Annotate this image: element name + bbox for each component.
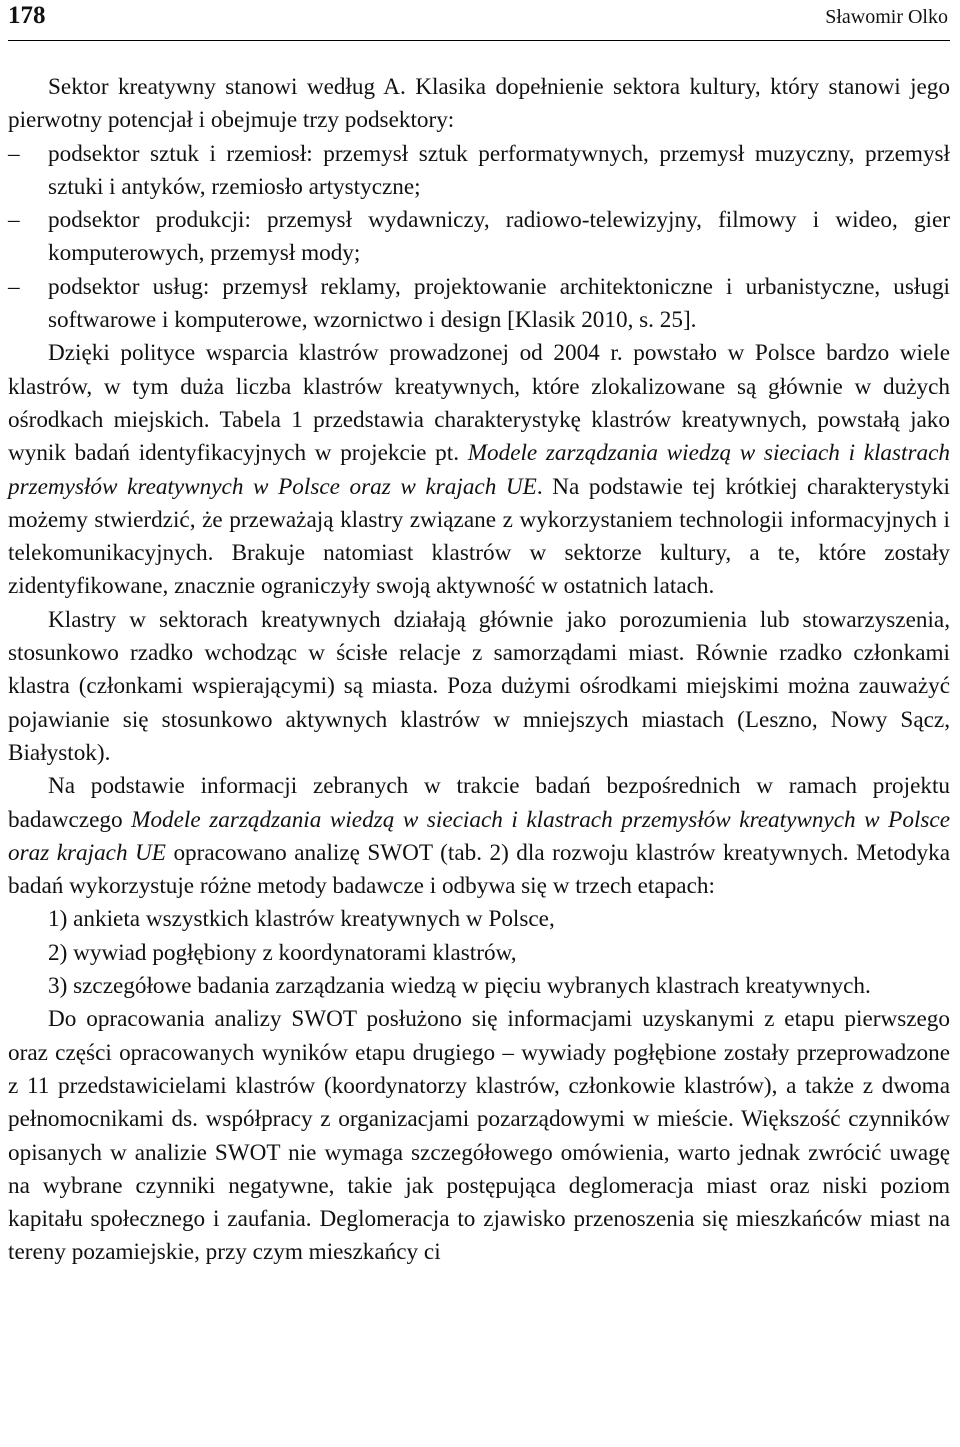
dash-marker: –: [8, 207, 20, 234]
paragraph-1: Sektor kreatywny stanowi według A. Klasika dopełnienie sektora kultury, który stanowi jego pierwotny potencjał i obejmuje trzy podsektory:: [8, 74, 950, 134]
project-title-italic: Modele zarządzania wiedzą w sieciach i klastrach przemysłów kreatywnych w Polsce oraz w krajach UE: [8, 440, 950, 500]
stages-list: [8, 903, 950, 1003]
paragraph-4: [8, 770, 950, 903]
list-item-text: podsektor produkcji: przemysł wydawniczy, radiowo-telewizyjny, filmowy i wideo, gier komputerowych, przemysł mody;: [48, 207, 950, 267]
list-item-text: podsektor usług: przemysł reklamy, projektowanie architektoniczne i urbanistyczne, usługi softwarowe i komputerowe, wzornictwo i design [Klasik 2010, s. 25].: [48, 273, 950, 334]
list-item: [8, 138, 950, 205]
paragraph-2-text-b: . Na podstawie tej krótkiej charakterystyki możemy stwierdzić, że przeważają klastry związane z wykorzystaniem technologii informacyjnych i telekomunikacyjnych. Brakuje natomiast klastrów w sektorze kultury, a te, które zostały zidentyfikowane, znacznie ograniczyły swoją aktywność w ostatnich latach.: [8, 473, 950, 600]
dash-marker: –: [8, 140, 20, 167]
paragraph-2: [8, 337, 950, 603]
list-item: 1) ankieta wszystkich klastrów kreatywnych w Polsce,: [48, 906, 555, 933]
body-text: [8, 71, 950, 1270]
list-item-text: podsektor sztuk i rzemiosł: przemysł sztuk performatywnych, przemysł muzyczny, przemysł sztuki i antyków, rzemiosło artystyczne;: [48, 140, 950, 200]
page-header: [8, 2, 950, 41]
project-title-italic: Modele zarządzania wiedzą w sieciach i klastrach przemysłów kreatywnych w Polsce oraz krajach UE: [8, 806, 950, 866]
page: [0, 2, 960, 1447]
list-item: [8, 204, 950, 271]
dash-marker: –: [8, 273, 20, 300]
page-number: 178: [8, 2, 46, 29]
paragraph-4-text-b: opracowano analizę SWOT (tab. 2) dla rozwoju klastrów kreatywnych. Metodyka badań wykorzystuje różne metody badawcze i odbywa się w trzech etapach:: [8, 839, 950, 900]
paragraph-5: Do opracowania analizy SWOT posłużono się informacjami uzyskanymi z etapu pierwszego oraz części opracowanych wyników etapu drugiego – wywiady pogłębione zostały przeprowadzone z 11 przedstawicielami klastrów (koordynatorzy klastrów, członkowie klastrów), a także z dwoma pełnomocnikami ds. współpracy z organizacjami pozarządowymi w mieście. Większość czynników opisanych w analizie SWOT nie wymaga szczegółowego omówienia, warto jednak zwrócić uwagę na wybrane czynniki negatywne, takie jak postępująca deglomeracja miast oraz niski poziom kapitału społecznego i zaufania. Deglomeracja to zjawisko przenoszenia się mieszkańców miast na tereny pozamiejskie, przy czym mieszkańcy ci: [8, 1006, 950, 1266]
list-item: 3) szczegółowe badania zarządzania wiedzą w pięciu wybranych klastrach kreatywnych.: [48, 973, 871, 1000]
subsector-list: [8, 138, 950, 338]
running-head-author: Sławomir Olko: [825, 6, 948, 28]
paragraph-2-text-a: Dzięki polityce wsparcia klastrów prowadzonej od 2004 r. powstało w Polsce bardzo wiele klastrów, w tym duża liczba klastrów kreatywnych, które zlokalizowane są głównie w dużych ośrodkach miejskich. Tabela 1 przedstawia charakterystykę klastrów kreatywnych, powstałą jako wynik badań identyfikacyjnych w projekcie pt.: [8, 340, 950, 467]
list-item: [8, 271, 950, 338]
paragraph-4-text-a: Na podstawie informacji zebranych w trakcie badań bezpośrednich w ramach projektu badawczego: [8, 773, 950, 833]
paragraph-3: Klastry w sektorach kreatywnych działają głównie jako porozumienia lub stowarzyszenia, stosunkowo rzadko wchodząc w ścisłe relacje z samorządami miast. Równie rzadko członkami klastra (członkami wspierającymi) są miasta. Poza dużymi ośrodkami miejskimi można zauważyć pojawianie się stosunkowo aktywnych klastrów w mniejszych miastach (Leszno, Nowy Sącz, Białystok).: [8, 606, 950, 766]
list-item: 2) wywiad pogłębiony z koordynatorami klastrów,: [48, 939, 517, 966]
